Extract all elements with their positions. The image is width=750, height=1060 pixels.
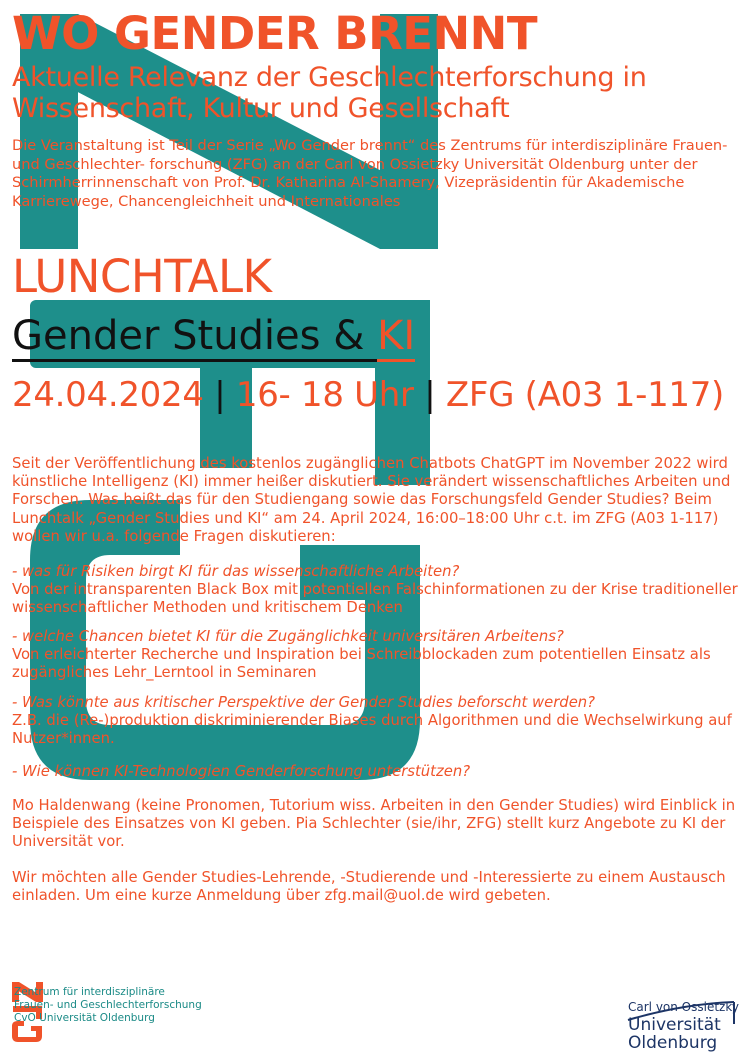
university-name-line: Carl von Ossietzky — [628, 1000, 739, 1014]
university-name-line: Universität — [628, 1015, 721, 1035]
question-heading: - welche Chancen bietet KI für die Zugänglichkeit universitären Arbeitens? — [12, 628, 564, 645]
question-block — [12, 628, 738, 683]
question-answer: Von der intransparenten Black Box mit potentiellen Falschinformationen zu der Krise traditioneller wissenschaftlicher Methoden und kritischem Denken — [12, 581, 738, 617]
event-meta — [12, 373, 724, 417]
event-title — [12, 313, 415, 359]
question-heading: - Wie können KI-Technologien Genderforschung unterstützen? — [12, 763, 471, 780]
event-title-part1: Gender Studies & — [12, 313, 377, 362]
event-date: 24.04.2024 — [12, 375, 215, 415]
institute-line: Zentrum für interdisziplinäre — [14, 986, 165, 998]
series-intro: Die Veranstaltung ist Teil der Serie „Wo Gender brennt“ des Zentrums für interdisziplinäre Frauen- und Geschlechter- forschung (ZFG) an der Carl von Ossietzky Universität Oldenburg unter der Schirmherrinnenschaft von Prof. Dr. Katharina Al-Shamery, Vizepräsidentin für Akademische Karrierewege, Chancengleichheit und Internationales — [12, 137, 728, 210]
question-heading: - Was könnte aus kritischer Perspektive der Gender Studies beforscht werden? — [12, 694, 596, 711]
institute-line: CvO Universität Oldenburg — [14, 1012, 155, 1024]
event-separator: | — [214, 375, 236, 415]
question-heading: - was für Risiken birgt KI für das wissenschaftliche Arbeiten? — [12, 563, 460, 580]
event-time: 16- 18 Uhr — [235, 375, 425, 415]
question-block — [12, 563, 738, 618]
event-title-part2: KI — [377, 313, 415, 362]
university-name-line: Oldenburg — [628, 1033, 718, 1053]
series-subtitle: Aktuelle Relevanz der Geschlechterforschung in Wissenschaft, Kultur und Gesellschaft — [12, 62, 647, 124]
question-answer: Z.B. die (Re-)produktion diskriminierender Biases durch Algorithmen und die Wechselwirkung auf Nutzer*innen. — [12, 712, 732, 748]
question-block — [12, 694, 738, 749]
institute-line: Frauen- und Geschlechterforschung — [14, 999, 202, 1011]
event-type: LUNCHTALK — [12, 250, 272, 303]
event-place: ZFG (A03 1-117) — [435, 375, 725, 415]
speakers-text: Mo Haldenwang (keine Pronomen, Tutorium wiss. Arbeiten in den Gender Studies) wird Einblick in Beispiele des Einsatzes von KI geben. Pia Schlechter (sie/ihr, ZFG) stellt kurz Angebote zu KI der Universität vor. — [12, 797, 736, 851]
event-separator: | — [424, 375, 436, 415]
institute-name — [14, 986, 274, 1025]
series-title: WO GENDER BRENNT — [12, 7, 538, 60]
invitation-text: Wir möchten alle Gender Studies-Lehrende, -Studierende und -Interessierte zu einem Austausch einladen. Um eine kurze Anmeldung über zfg.mail@uol.de wird gebeten. — [12, 869, 726, 905]
body-intro: Seit der Veröffentlichung des kostenlos zugänglichen Chatbots ChatGPT im November 2022 wird künstliche Intelligenz (KI) immer heißer diskutiert. Sie verändert wissenschaftliches Arbeiten und Forschen. Was heißt das für den Studiengang sowie das Forschungsfeld Gender Studies? Beim Lunchtalk „Gender Studies und KI“ am 24. April 2024, 16:00–18:00 Uhr c.t. im ZFG (A03 1-117) wollen wir u.a. folgende Fragen diskutieren: — [12, 455, 731, 545]
question-answer: Von erleichterter Recherche und Inspiration bei Schreibblockaden zum potentiellen Einsatz als zugängliches Lehr_Lerntool in Seminaren — [12, 646, 711, 682]
question-block — [12, 763, 738, 781]
